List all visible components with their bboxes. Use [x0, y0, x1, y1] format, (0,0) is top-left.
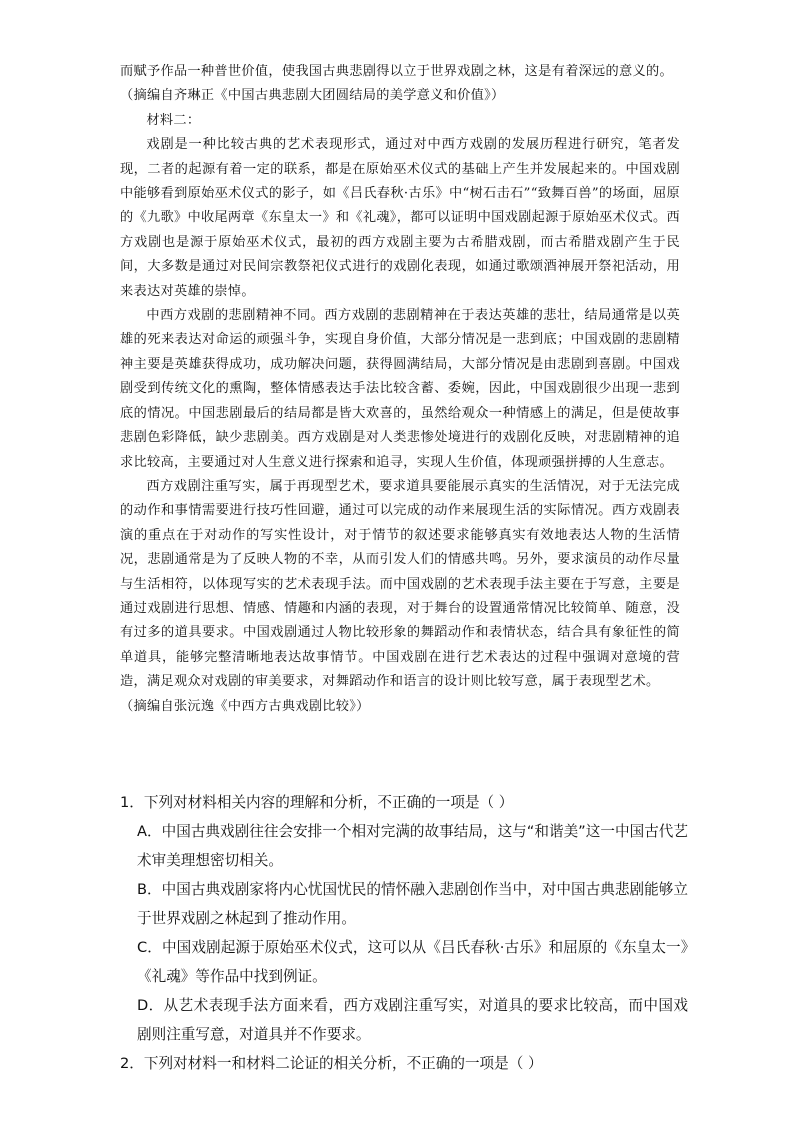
reading-passage: [120, 60, 680, 719]
passage-paragraph: 戏剧是一种比较古典的艺术表现形式，通过对中西方戏剧的发展历程进行研究，笔者发现，二者的起源有着一定的联系，都是在原始巫术仪式的基础上产生并发展起来的。中国戏剧中能够看到原始巫术仪式的影子，如《吕氏春秋·古乐》中“树石击石”“致舞百兽”的场面，屈原的《九歌》中收尾两章《东皇太一》和《礼魂》，都可以证明中国戏剧起源于原始巫术仪式。西方戏剧也是源于原始巫术仪式，最初的西方戏剧主要为古希腊戏剧，而古希腊戏剧产生于民间，大多数是通过对民间宗教祭祀仪式进行的戏剧化表现，如通过歌颂酒神展开祭祀活动，用来表达对英雄的崇悼。: [120, 137, 680, 299]
source-citation-1: （摘编自齐琳正《中国古典悲剧大团圆结局的美学意义和价值》）: [120, 88, 505, 104]
answer-option-b[interactable]: B．中国古典戏剧家将内心忧国忧民的情怀融入悲剧创作当中，对中国古典悲剧能够立于世界戏剧之林起到了推动作用。: [137, 881, 688, 927]
question-2: [120, 1049, 688, 1078]
answer-option-d[interactable]: D．从艺术表现手法方面来看，西方戏剧注重写实，对道具的要求比较高，而中国戏剧则注重写意，对道具并不作要求。: [137, 997, 688, 1043]
question-stem: 2．下列对材料一和材料二论证的相关分析，不正确的一项是（ ）: [120, 1055, 543, 1072]
question-section: [120, 788, 688, 1078]
passage-paragraph: 中西方戏剧的悲剧精神不同。西方戏剧的悲剧精神在于表达英雄的悲壮，结局通常是以英雄的死来表达对命运的顽强斗争，实现自身价值，大部分情况是一悲到底；中国戏剧的悲剧精神主要是英雄获得成功，成功解决问题，获得圆满结局，大部分情况是由悲剧到喜剧。中国戏剧受到传统文化的熏陶，整体情感表达手法比较含蓄、委婉，因此，中国戏剧很少出现一悲到底的情况。中国悲剧最后的结局都是皆大欢喜的，虽然给观众一种情感上的满足，但是使故事悲剧色彩降低，缺少悲剧美。西方戏剧是对人类悲惨处境进行的戏剧化反映，对悲剧精神的追求比较高，主要通过对人生意义进行探索和追寻，实现人生价值，体现顽强拼搏的人生意志。: [120, 308, 680, 470]
source-citation-2: （摘编自张沅逸《中西方古典戏剧比较》）: [120, 698, 370, 714]
passage-continuation: 而赋予作品一种普世价值，使我国古典悲剧得以立于世界戏剧之林，这是有着深远的意义的。: [120, 64, 673, 79]
passage-paragraph: 西方戏剧注重写实，属于再现型艺术，要求道具要能展示真实的生活情况，对于无法完成的动作和事情需要进行技巧性回避，通过可以完成的动作来展现生活的实际情况。西方戏剧表演的重点在于对动作的写实性设计，对于情节的叙述要求能够真实有效地表达人物的生活情况，悲剧通常是为了反映人物的不幸，从而引发人们的情感共鸣。另外，要求演员的动作尽量与生活相符，以体现写实的艺术表现手法。而中国戏剧的艺术表现手法主要在于写意，主要是通过戏剧进行思想、情感、情趣和内涵的表现，对于舞台的设置通常情况比较简单、随意，没有过多的道具要求。中国戏剧通过人物比较形象的舞蹈动作和表情状态，结合具有象征性的简单道具，能够完整清晰地表达故事情节。中国戏剧在进行艺术表达的过程中强调对意境的营造，满足观众对戏剧的审美要求，对舞蹈动作和语言的设计则比较写意，属于表现型艺术。: [120, 478, 680, 690]
question-stem: 1．下列对材料相关内容的理解和分析，不正确的一项是（ ）: [120, 794, 514, 811]
answer-option-c[interactable]: C．中国戏剧起源于原始巫术仪式，这可以从《吕氏春秋·古乐》和屈原的《东皇太一》《礼魂》等作品中找到例证。: [137, 939, 688, 985]
question-1: [120, 788, 688, 1049]
material-2-label: 材料二：: [146, 112, 201, 128]
answer-option-a[interactable]: A．中国古典戏剧往往会安排一个相对完满的故事结局，这与“和谐美”这一中国古代艺术审美理想密切相关。: [137, 823, 688, 869]
